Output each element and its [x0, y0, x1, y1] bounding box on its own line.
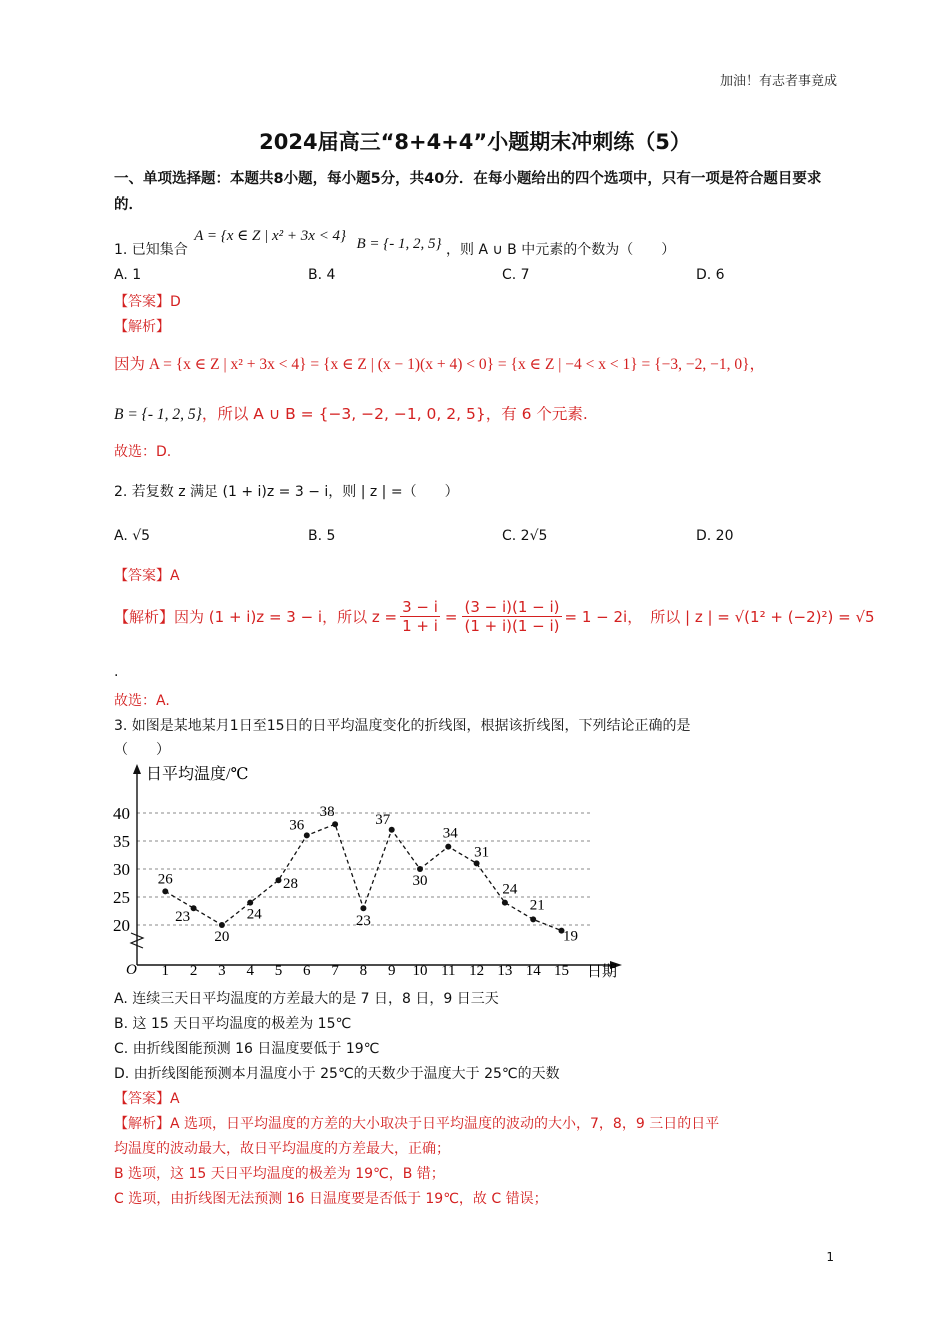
data-point-day-4 [247, 900, 253, 906]
data-label-day-14: 21 [529, 897, 545, 914]
q1-analysis-label: 【解析】 [114, 319, 170, 335]
data-point-day-2 [191, 905, 197, 911]
x-tick-label-4: 4 [246, 963, 254, 979]
q1-conclusion: 故选：D. [114, 444, 172, 460]
q2-answer: 【答案】A [114, 568, 180, 584]
q3-option-d: D. 由折线图能预测本月温度小于 25℃的天数少于温度大于 25℃的天数 [114, 1066, 560, 1082]
data-point-day-11 [445, 844, 451, 850]
q3-analysis-line3: B 选项，这 15 天日平均温度的极差为 19℃，B 错； [114, 1166, 445, 1182]
q2-option-d: D. 20 [696, 528, 734, 544]
x-tick-label-14: 14 [525, 963, 541, 979]
x-tick-label-1: 1 [161, 963, 170, 979]
q2-stem: 2. 若复数 z 满足 (1 + i)z = 3 − i，则 | z | =（ ） [114, 484, 459, 500]
x-axis-label: 日期 [587, 964, 618, 980]
data-point-day-14 [530, 916, 536, 922]
q1-stem [114, 228, 676, 259]
data-label-day-12: 31 [474, 844, 490, 861]
data-label-day-3: 20 [214, 929, 230, 945]
data-label-day-15: 19 [563, 928, 578, 945]
data-label-day-11: 34 [442, 825, 458, 842]
q2-analysis: 【解析】 因为 (1 + i)z = 3 − i，所以 z = $\frac{3 - i}{1 + i}$ = $\frac{(3 - i)(1 - i)}{(1 + i)(1 - i)}$ = 1 − 2i， 所以 | z | = √(1² + (−2)²) = √5 [114, 598, 875, 635]
x-tick-label-2: 2 [189, 963, 198, 979]
q3-option-c: C. 由折线图能预测 16 日温度要低于 19℃ [114, 1041, 380, 1057]
data-label-day-10: 30 [412, 873, 428, 889]
q3-option-a: A. 连续三天日平均温度的方差最大的是 7 日，8 日，9 日三天 [114, 991, 499, 1007]
data-label-day-2: 23 [175, 909, 191, 926]
x-tick-label-12: 12 [469, 963, 485, 979]
chart-axes [126, 764, 622, 980]
temperature-line-chart [110, 760, 630, 982]
q2-period: . [114, 664, 119, 680]
origin-label: O [126, 962, 137, 978]
data-point-day-3 [219, 922, 225, 928]
y-tick-label-35: 35 [113, 832, 130, 851]
q1-analysis-set-b: B = {- 1, 2, 5} [114, 406, 202, 423]
y-tick-label-25: 25 [113, 888, 130, 907]
q1-option-d: D. 6 [696, 267, 725, 283]
data-point-day-5 [276, 877, 282, 883]
chart-grid [113, 804, 590, 979]
x-tick-label-13: 13 [497, 963, 513, 979]
q1-set-a: A = {x ∈ Z | x² + 3x < 4} [194, 228, 347, 244]
data-point-day-6 [304, 832, 310, 838]
x-tick-label-9: 9 [387, 963, 396, 979]
q1-stem-suffix: ，则 A ∪ B 中元素的个数为（ ） [446, 242, 676, 258]
q3-analysis-line4: C 选项，由折线图无法预测 16 日温度要是否低于 19℃，故 C 错误； [114, 1191, 548, 1207]
q2-fraction-1: $\frac{3 - i}{1 + i}$ [402, 598, 438, 635]
data-label-day-1: 26 [157, 871, 173, 888]
x-tick-label-8: 8 [359, 963, 368, 979]
q1-analysis-line1: 因为 A = {x ∈ Z | x² + 3x < 4} = {x ∈ Z | (x − 1)(x + 4) < 0} = {x ∈ Z | −4 < x < 1} = {−3, −2, −1, 0}， [114, 356, 766, 373]
q2-option-b: B. 5 [308, 528, 336, 544]
x-tick-label-6: 6 [303, 963, 311, 979]
data-label-day-8: 23 [355, 913, 371, 930]
x-tick-label-3: 3 [218, 963, 226, 979]
x-tick-label-7: 7 [331, 963, 339, 979]
q2-analysis-text-c: 所以 | z | = √(1² + (−2)²) = √5 [650, 608, 875, 626]
q3-stem: 3. 如图是某地某月1日至15日的日平均温度变化的折线图，根据该折线图，下列结论正确的是 [114, 718, 691, 734]
q2-conclusion: 故选：A. [114, 693, 170, 709]
q1-set-b: B = {- 1, 2, 5} [356, 236, 442, 252]
header-motto: 加油！有志者事竟成 [719, 74, 837, 89]
axis-break-mark [131, 933, 143, 948]
x-tick-label-11: 11 [441, 963, 456, 979]
data-label-day-5: 28 [283, 876, 298, 893]
data-label-day-9: 37 [375, 811, 391, 828]
section-heading: 一、单项选择题：本题共8小题，每小题5分，共40分．在每小题给出的四个选项中，只有一项是符合题目要求的． [114, 171, 822, 213]
data-point-day-12 [474, 860, 480, 866]
q3-stem-paren: （ ） [114, 742, 170, 758]
data-point-day-1 [162, 888, 168, 894]
q3-answer: 【答案】A [114, 1091, 180, 1107]
q1-option-b: B. 4 [308, 267, 336, 283]
q3-analysis-line1 [114, 1113, 719, 1133]
q3-analysis-label: 【解析】 [114, 1116, 170, 1132]
data-label-day-6: 36 [289, 817, 305, 834]
q1-answer: 【答案】D [114, 294, 181, 310]
q1-analysis-union: ，所以 A ∪ B = {−3, −2, −1, 0, 2, 5}，有 6 个元素. [201, 405, 588, 423]
q1-option-a: A. 1 [114, 267, 142, 283]
q2-analysis-text-a: 因为 (1 + i)z = 3 − i，所以 z = [174, 608, 398, 626]
data-point-day-7 [332, 821, 338, 827]
q1-option-c: C. 7 [502, 267, 530, 283]
q2-option-a: A. √5 [114, 528, 151, 544]
q2-fraction-2: $\frac{(3 - i)(1 - i)}{(1 + i)(1 - i)}$ [464, 598, 560, 635]
q3-analysis-text-1: A 选项，日平均温度的方差的大小取决于日平均温度的波动的大小，7，8，9 三日的日平 [170, 1116, 720, 1132]
x-tick-label-15: 15 [554, 963, 569, 979]
q1-analysis-line2 [114, 402, 588, 424]
data-point-day-10 [417, 866, 423, 872]
data-label-day-4: 24 [246, 906, 262, 923]
page-number: 1 [826, 1250, 834, 1264]
x-tick-label-5: 5 [274, 963, 283, 979]
q3-analysis-line2: 均温度的波动最大，故日平均温度的方差最大，正确； [114, 1141, 450, 1157]
y-tick-label-40: 40 [113, 804, 130, 823]
data-label-day-7: 38 [319, 804, 335, 821]
data-point-day-8 [360, 905, 366, 911]
data-label-day-13: 24 [502, 881, 518, 898]
q2-analysis-label: 【解析】 [114, 608, 175, 626]
data-point-day-13 [502, 900, 508, 906]
x-tick-label-10: 10 [412, 963, 428, 979]
y-axis-arrow [133, 764, 141, 774]
q2-analysis-text-b: = 1 − 2i， [564, 608, 643, 626]
y-tick-label-20: 20 [113, 916, 130, 935]
q2-option-c: C. 2√5 [502, 528, 548, 544]
page-title: 2024届高三“8+4+4”小题期末冲刺练（5） [259, 130, 691, 154]
chart-series [158, 804, 578, 945]
y-tick-label-30: 30 [113, 860, 130, 879]
q1-stem-prefix: 1. 已知集合 [114, 242, 188, 258]
q3-option-b: B. 这 15 天日平均温度的极差为 15℃ [114, 1016, 352, 1032]
y-axis-label: 日平均温度/℃ [146, 766, 249, 783]
